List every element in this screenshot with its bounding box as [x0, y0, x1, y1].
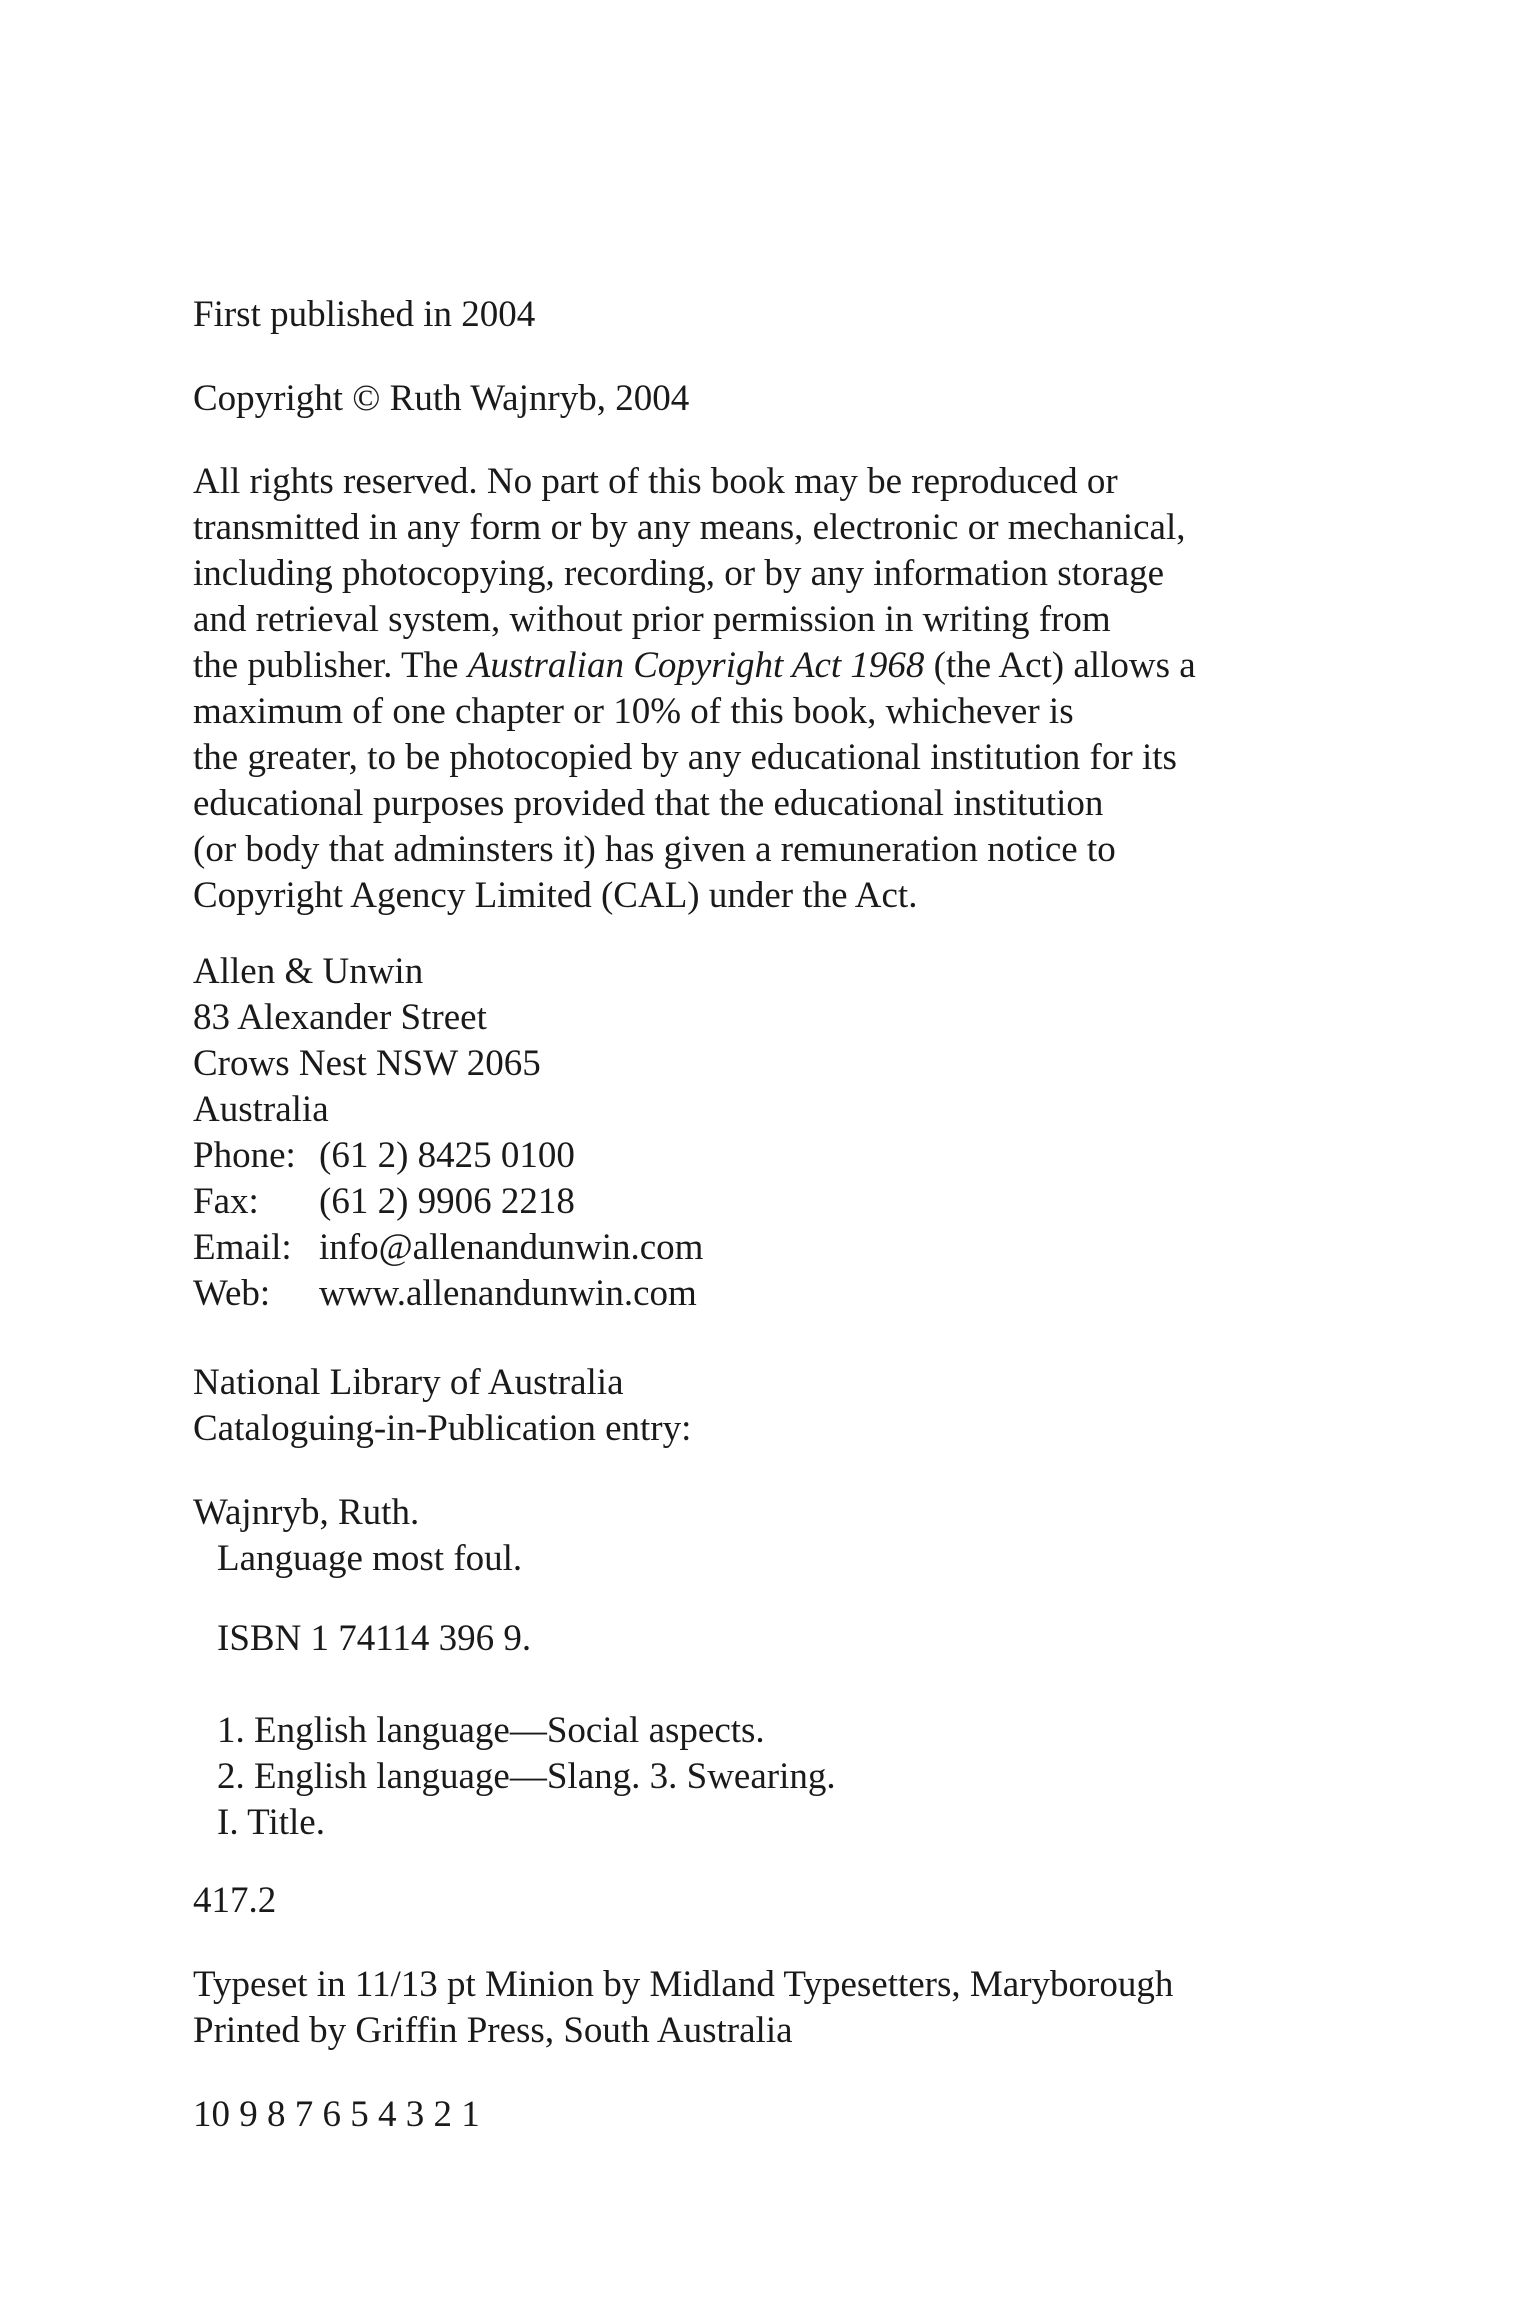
rights-line	[193, 643, 1196, 689]
dewey-number: 417.2	[193, 1880, 277, 1921]
rights-line: Copyright Agency Limited (CAL) under the Act.	[193, 875, 918, 916]
subject-line: 1. English language—Social aspects.	[217, 1710, 765, 1751]
act-title: Australian Copyright Act 1968	[467, 645, 925, 686]
phone-row	[193, 1133, 703, 1179]
isbn-block	[193, 1616, 531, 1662]
rights-line: and retrieval system, without prior permission in writing from	[193, 599, 1111, 640]
first-published-text: First published in 2004	[193, 294, 536, 335]
rights-paragraph	[193, 459, 1196, 919]
entry-author: Wajnryb, Ruth.	[193, 1492, 420, 1533]
copyright-notice	[193, 376, 689, 422]
web-label: Web:	[193, 1273, 271, 1314]
cip-line: Cataloguing-in-Publication entry:	[193, 1408, 692, 1449]
copyright-page	[193, 0, 1393, 2307]
publisher-address	[193, 949, 703, 1317]
rights-line: educational purposes provided that the educational institution	[193, 783, 1104, 824]
first-published	[193, 292, 535, 338]
rights-line: including photocopying, recording, or by any information storage	[193, 553, 1165, 594]
web-row	[193, 1271, 703, 1317]
production-credits	[193, 1962, 1173, 2054]
web-value: www.allenandunwin.com	[319, 1273, 697, 1314]
publisher-street: 83 Alexander Street	[193, 997, 487, 1038]
cip-heading	[193, 1360, 691, 1452]
rights-line: All rights reserved. No part of this book may be reproduced or	[193, 461, 1118, 502]
printing-line	[193, 2092, 480, 2138]
rights-line: the greater, to be photocopied by any educational institution for its	[193, 737, 1177, 778]
subject-line: 2. English language—Slang. 3. Swearing.	[217, 1756, 836, 1797]
copyright-text: Copyright © Ruth Wajnryb, 2004	[193, 378, 690, 419]
phone-label: Phone:	[193, 1135, 296, 1176]
email-label: Email:	[193, 1227, 292, 1268]
fax-row	[193, 1179, 703, 1225]
rights-line-post: (the Act) allows a	[924, 645, 1196, 686]
cip-line: National Library of Australia	[193, 1362, 624, 1403]
email-row	[193, 1225, 703, 1271]
phone-value: (61 2) 8425 0100	[319, 1135, 575, 1176]
subjects	[193, 1708, 836, 1846]
printer-credit: Printed by Griffin Press, South Australia	[193, 2010, 793, 2051]
fax-value: (61 2) 9906 2218	[319, 1181, 575, 1222]
isbn: ISBN 1 74114 396 9.	[217, 1618, 532, 1659]
publisher-country: Australia	[193, 1089, 329, 1130]
classification	[193, 1878, 276, 1924]
publisher-city: Crows Nest NSW 2065	[193, 1043, 541, 1084]
rights-line: (or body that adminsters it) has given a remuneration notice to	[193, 829, 1116, 870]
rights-line: transmitted in any form or by any means, electronic or mechanical,	[193, 507, 1186, 548]
catalogue-entry	[193, 1490, 522, 1582]
rights-line-pre: the publisher. The	[193, 645, 468, 686]
publisher-name: Allen & Unwin	[193, 951, 424, 992]
email-value: info@allenandunwin.com	[319, 1227, 704, 1268]
rights-line: maximum of one chapter or 10% of this book, whichever is	[193, 691, 1074, 732]
fax-label: Fax:	[193, 1181, 259, 1222]
entry-title: Language most foul.	[217, 1538, 523, 1579]
typeset-credit: Typeset in 11/13 pt Minion by Midland Typesetters, Maryborough	[193, 1964, 1174, 2005]
printing-line-text: 10 9 8 7 6 5 4 3 2 1	[193, 2094, 480, 2135]
subject-line: I. Title.	[217, 1802, 325, 1843]
